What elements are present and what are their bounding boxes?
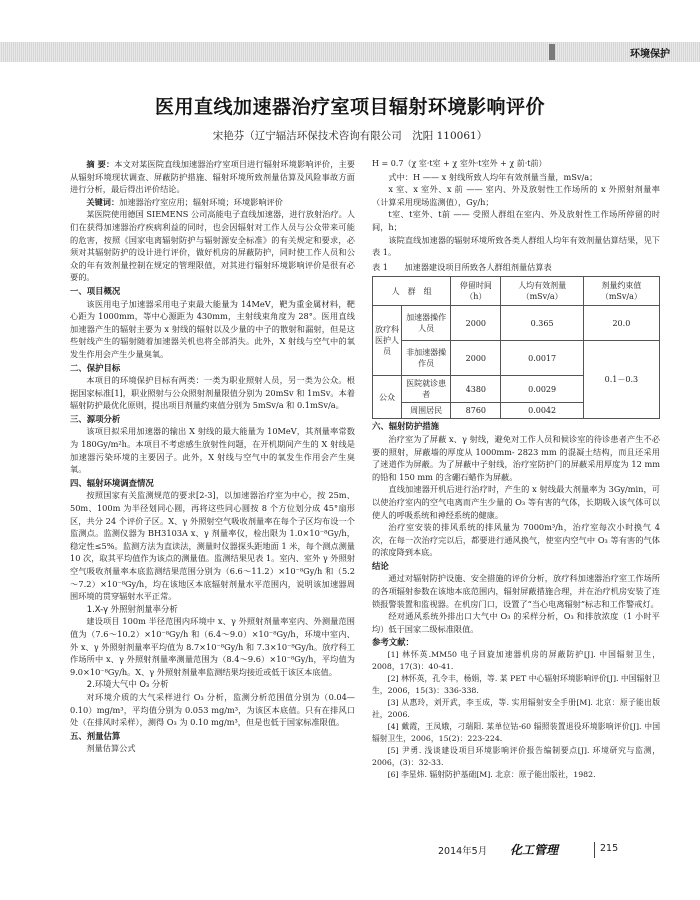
table-header: 停留时间（h） <box>451 277 501 306</box>
section-heading: 三、源项分析 <box>70 413 121 424</box>
section-header-bar <box>0 42 700 62</box>
table-cell: 0.0017 <box>501 341 583 376</box>
table-cell: 20.0 <box>583 306 659 341</box>
paragraph: 建设项目 100m 半径范围内环境中 x、γ 外照射剂量率室内、外测量范围值为（7.6～10.2）×10⁻⁸Gy/h 和（6.4～9.0）×10⁻⁸Gy/h，环境中室内、外 x、γ 外照射剂量率平均值为 8.7×10⁻⁸Gy/h 和 7.3×10⁻⁸Gy/h。放疗科工作场所中 x、γ 外照射剂量率测量范围为（8.4～9.6）×10⁻⁸Gy/h，平均值为 9.0×10⁻⁸Gy/h。X、γ 外照射剂量率监测结果均接近或低于该区本底值。 <box>70 616 355 677</box>
paragraph: 通过对辐射防护设施、安全措施的评价分析，放疗科加速器治疗室工作场所的各项辐射参数在该地本底范围内，辐射屏蔽措施合理，并在治疗机房安装了连锁报警装置和监视器。在机房门口，设置了“当心电离辐射”标志和工作警戒灯。 <box>372 573 660 609</box>
paragraph: 该医用电子加速器采用电子束最大能量为 14MeV，靶为重金属材料，靶心距为 1000mm，等中心源距为 430mm，主射线束角度为 28°。医用直线加速器产生的辐射主要为 x 射线的辐射以及少量的中子的散射和漏射，但是这些射线产生的辐射随着加速器关机也将全部消失。此外，X 射线与空气中的氧发生作用会产生少量臭氧。 <box>70 298 355 359</box>
reference-item: [2] 林怀英，孔令丰，杨娟，等. 某 PET 中心辐射环境影响评价[J]. 中国辐射卫生，2006，15(3)：336-338. <box>372 674 660 696</box>
reference-item: [5] 尹勇. 浅谈建设项目环境影响评价报告编制要点[J]. 环境研究与监测，2006，(3)：32-33. <box>372 746 660 768</box>
paragraph: 本项目的环境保护目标有两类：一类为职业照射人员，另一类为公众。根据国家标准[1]，职业照射与公众照射剂量限值分别为 20mSv 和 1mSv。本着辐射防护最优化原则，提出项目剂量约束值分别为 5mSv/a 和 0.1mSv/a。 <box>70 375 355 411</box>
references-list <box>372 649 660 781</box>
table-cell: 2000 <box>451 306 501 341</box>
header-shading <box>0 42 700 62</box>
left-column <box>70 158 355 755</box>
paragraph: 治疗室安装的排风系统的排风量为 7000m³/h，治疗室每次小时换气 4 次，在每一次治疗完以后，都要进行通风换气，使室内空气中 O₃ 等有害的气体的浓度降到本底。 <box>372 522 660 558</box>
abstract-text: 本文对某医院直线加速器治疗室项目进行辐射环境影响评价，主要从辐射环境现状调查、屏蔽防护措施、辐射环境所致剂量估算及风险事故方面进行分析，最后得出评价结论。 <box>70 159 355 195</box>
table-group-cell: 放疗科医护人员 <box>373 306 402 376</box>
table-cell: 0.365 <box>501 306 583 341</box>
formula-legend: t室、t室外、t前 —— 受照人群组在室内、外及放射性工作场所停留的时间，h； <box>372 209 660 232</box>
footer-divider <box>594 842 595 858</box>
table-cell: 2000 <box>451 341 501 376</box>
abstract-label: 摘 要： <box>86 159 115 169</box>
table-group-cell: 公众 <box>373 376 402 419</box>
table-header: 剂量约束值（mSv/a） <box>583 277 659 306</box>
table-cell: 加速器操作人员 <box>402 306 451 341</box>
paragraph: 治疗室为了屏蔽 x、γ 射线，避免对工作人员和候诊室的待诊患者产生不必要的照射，屏蔽墙的厚度从 1000mm- 2823 mm 的混凝土结构，而且还采用了迷道作为屏蔽。为了屏蔽中子射线，治疗室防护门的屏蔽采用厚度为 12 mm 的铅和 150 mm 的含硼石蜡作为屏蔽。 <box>372 433 660 482</box>
abstract <box>70 158 355 196</box>
paragraph: 直线加速器开机后进行治疗时，产生的 x 射线最大剂量率为 3Gy/min，可以使治疗室内的空气电离而产生少量的 O₃ 等有害的气体，长期吸入该气体可以使人的呼吸系统和神经系统的健康。 <box>372 484 660 520</box>
formula-legend: 式中：H —— x 射线所致人均年有效剂量当量，mSv/a； <box>388 171 598 182</box>
table-cell: 医院就诊患者 <box>402 376 451 403</box>
page-number: 215 <box>600 843 619 854</box>
journal-logo: 化工管理 <box>510 843 559 857</box>
paragraph: 剂量估算公式 <box>86 743 136 754</box>
table-header: 人均有效剂量（mSv/a） <box>501 277 583 306</box>
section-heading: 一、项目概况 <box>70 285 121 296</box>
paragraph: 按照国家有关监测规范的要求[2-3]，以加速器治疗室为中心，按 25m、50m、100m 为半径划同心圆，再将这些同心圆按 8 个方位划分成 45°扇形区，共分 24 个评价子区。X、γ 外照射空气吸收剂量率在每个子区均布设一个监测点。监测仪器为 BH3103A x、γ 剂量率仪，检出限为 1.0×10⁻⁸Gy/h，稳定性≤5%。监测方法为直读法，测量时仪器探头距地面 1 米，每个测点测量 10 次，取其平均值作为该点的测量值。监测结果见表 1。室内、室外 γ 外照射空气吸收剂量率本底监测结果范围分别为（6.6～11.2）×10⁻⁸Gy/h 和（5.2～7.2）×10⁻⁸Gy/h，均在该地区本底辐射剂量水平范围内，说明该加速器周围环境的贯穿辐射水平正常。 <box>70 490 355 602</box>
table-cell: 0.0042 <box>501 403 583 419</box>
article-title: 医用直线加速器治疗室项目辐射环境影响评价 <box>154 96 545 118</box>
keywords <box>70 196 355 209</box>
references-heading: 参考文献： <box>372 637 414 648</box>
right-column <box>372 158 660 781</box>
section-heading: 四、辐射环境调查情况 <box>70 477 154 488</box>
keywords-text: 加速器治疗室应用；辐射环境；环境影响评价 <box>119 196 283 207</box>
page-footer <box>0 840 700 860</box>
table-caption: 表 1 加速器建设项目所致各人群组剂量估算表 <box>372 261 552 272</box>
table-cell: 8760 <box>451 403 501 419</box>
paragraph: 该院直线加速器的辐射环境所致各类人群组人均年有效剂量估算结果，见下表 1。 <box>372 234 660 258</box>
paragraph: 该项目拟采用加速器的输出 X 射线的最大能量为 10MeV，其剂量率常数为 180Gy/m²h。本项目不考虑感生放射性问题，在开机期间产生的 X 射线是加速器污染环境的主要因子。此外，X 射线与空气中的氧发生作用会产生臭氧。 <box>70 426 355 475</box>
header-separator <box>549 44 555 60</box>
reference-item: [4] 戴霞，王凤娥，刁瑞阳. 某单位钴-60 辐照装置退役环境影响评价[J]. 中国辐射卫生，2006，15(2)：223-224. <box>372 722 660 744</box>
intro-paragraph: 某医院使用德国 SIEMENS 公司高能电子直线加速器，进行放射治疗。人们在获得加速器治疗疾病利益的同时，也会因辐射对工作人员与公众带来可能的危害，按照《国家电离辐射防护与辐射源安全标准》的有关规定和要求，必须对其辐射防护的设计进行评价，做好机房的屏蔽防护，同时使工作人员和公众的年有效剂量控制在规定的管理限值，对其进行辐射环境影响评价是很有必要的。 <box>70 209 355 283</box>
table-cell: 非加速器操作员 <box>402 341 451 376</box>
section-label: 环境保护 <box>630 49 670 60</box>
section-heading: 结论 <box>372 560 389 571</box>
issue-date: 2014年5月 <box>438 846 488 857</box>
table-cell: 周围居民 <box>402 403 451 419</box>
table-header: 人 群 组 <box>373 277 451 306</box>
dose-table <box>372 276 660 419</box>
paragraph: 对环境介质的大气采样进行 O₃ 分析，监测分析范围值分别为（0.04—0.10）mg/m³，平均值分别为 0.053 mg/m³，为该区本底值。只有在排风口处（在排风时采样），测得 O₃ 为 0.10 mg/m³，但是也低于国家标准限值。 <box>70 691 355 728</box>
formula-legend: x 室、x 室外、x 前 —— 室内、外及放射性工作场所的 x 外照射剂量率（计算采用现场监测值），Gy/h； <box>372 184 660 207</box>
reference-item: [3] 从惠玲，刘开武，李玉成，等. 实用辐射安全手册[M]. 北京：原子能出版社，2006. <box>372 698 660 720</box>
section-heading: 二、保护目标 <box>70 362 121 373</box>
keywords-label: 关键词： <box>86 196 120 207</box>
table-cell: 0.0029 <box>501 376 583 403</box>
subsection-heading: 2.环境大气中 O₃ 分析 <box>86 679 169 690</box>
paragraph: 经对通风系统外排出口大气中 O₃ 的采样分析，O₃ 和排放浓度（1 小时平均）低于国家二级标准限值。 <box>372 611 660 634</box>
reference-item: [1] 林怀英.MM50 电子回旋加速器机房的屏蔽防护[J]. 中国辐射卫生，2008，17(3)：40-41. <box>372 650 660 672</box>
dose-formula: H = 0.7（χ 室·t室 + χ 室外·t室外 + χ 前·t前） <box>372 159 547 168</box>
subsection-heading: 1.X-γ 外照射剂量率分析 <box>86 603 178 614</box>
table-cell: 4380 <box>451 376 501 403</box>
section-heading: 六、辐射防护措施 <box>372 421 439 432</box>
table-cell: 0.1－0.3 <box>583 341 659 419</box>
reference-item: [6] 李星炜. 辐射防护基础[M]. 北京：原子能出版社，1982. <box>387 770 596 780</box>
section-heading: 五、剂量估算 <box>70 730 121 741</box>
author-line: 宋艳芬（辽宁辐洁环保技术咨询有限公司 沈阳 110061） <box>212 130 488 142</box>
